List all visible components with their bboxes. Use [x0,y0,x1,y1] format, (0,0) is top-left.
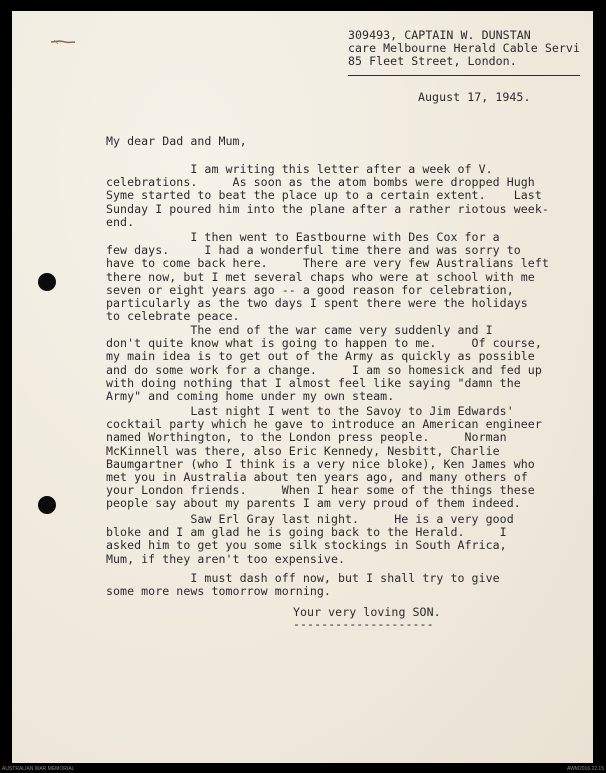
paragraph-3 [106,324,542,403]
punch-hole [38,273,56,291]
letter-date: August 17, 1945. [418,90,531,104]
archive-credit: AUSTRALIAN WAR MEMORIAL [2,766,75,772]
salutation: My dear Dad and Mum, [106,134,247,148]
paragraph-5 [106,513,514,566]
text-line: bloke and I am glad he is going back to the Herald. I [106,525,507,540]
text-line: particularly as the two days I spent there were the holidays [106,296,528,311]
text-line: don't quite know what is going to happen to me. Of course, [106,336,542,351]
text-line: there now, but I met several chaps who were at school with me [106,269,535,284]
header-rule [348,75,580,76]
punch-hole [38,496,56,514]
letter-page [12,11,593,763]
text-line: my main idea is to get out of the Army as quickly as possible [106,349,535,364]
paragraph-1 [106,163,549,229]
text-line: Syme started to beat the place up to a certain extent. Last [106,188,542,203]
text-line: have to come back here. There are very few Australians left [106,256,549,271]
text-line: Army" and coming home under my own steam. [106,389,395,404]
closing-rule: -------------------- [293,617,434,631]
text-line: asked him to get you some silk stockings in South Africa, [106,538,507,553]
text-line: McKinnell was there, also Eric Kennedy, Nesbitt, Charlie [106,443,500,458]
text-line: named Worthington, to the London press people. Norman [106,430,507,445]
text-line: I then went to Eastbourne with Des Cox for a [106,230,500,244]
text-line: Saw Erl Gray last night. He is a very good [106,512,514,526]
text-line: people say about my parents I am very proud of them indeed. [106,496,521,511]
text-line: your London friends. When I hear some of the things these [106,483,535,498]
text-line: to celebrate peace. [106,309,240,324]
text-line: Baumgartner (who I think is a very nice bloke), Ken James who [106,456,535,471]
text-line: with doing nothing that I almost feel like saying "damn the [106,375,521,390]
paragraph-6 [106,572,500,598]
text-line: celebrations. As soon as the atom bombs were dropped Hugh [106,175,535,190]
text-line: met you in Australia about ten years ago, and many others of [106,470,528,485]
text-line: some more news tomorrow morning. [106,584,331,599]
text-line: I must dash off now, but I shall try to give [106,571,500,585]
sender-line: care Melbourne Herald Cable Servi [348,41,580,56]
sender-line: 309493, CAPTAIN W. DUNSTAN [348,28,531,42]
staple-mark-icon [50,39,76,45]
text-line: Mum, if they aren't too expensive. [106,551,346,566]
sender-address [348,29,580,69]
paragraph-2 [106,231,549,323]
text-line: The end of the war came very suddenly and I [106,323,493,337]
text-line: Sunday I poured him into the plane after a rather riotous week- [106,201,549,216]
archive-reference: AWM2016.22.15 [566,766,604,772]
text-line: few days. I had a wonderful time there and was sorry to [106,243,521,258]
paragraph-4 [106,405,542,511]
text-line: end. [106,214,135,229]
text-line: Last night I went to the Savoy to Jim Edwards' [106,404,514,418]
closing: Your very loving SON. [293,605,441,619]
text-line: cocktail party which he gave to introduce an American engineer [106,417,542,432]
text-line: and do some work for a change. I am so homesick and fed up [106,362,542,377]
sender-line: 85 Fleet Street, London. [348,54,517,69]
text-line: I am writing this letter after a week of V. [106,162,493,176]
text-line: seven or eight years ago -- a good reason for celebration, [106,282,514,297]
